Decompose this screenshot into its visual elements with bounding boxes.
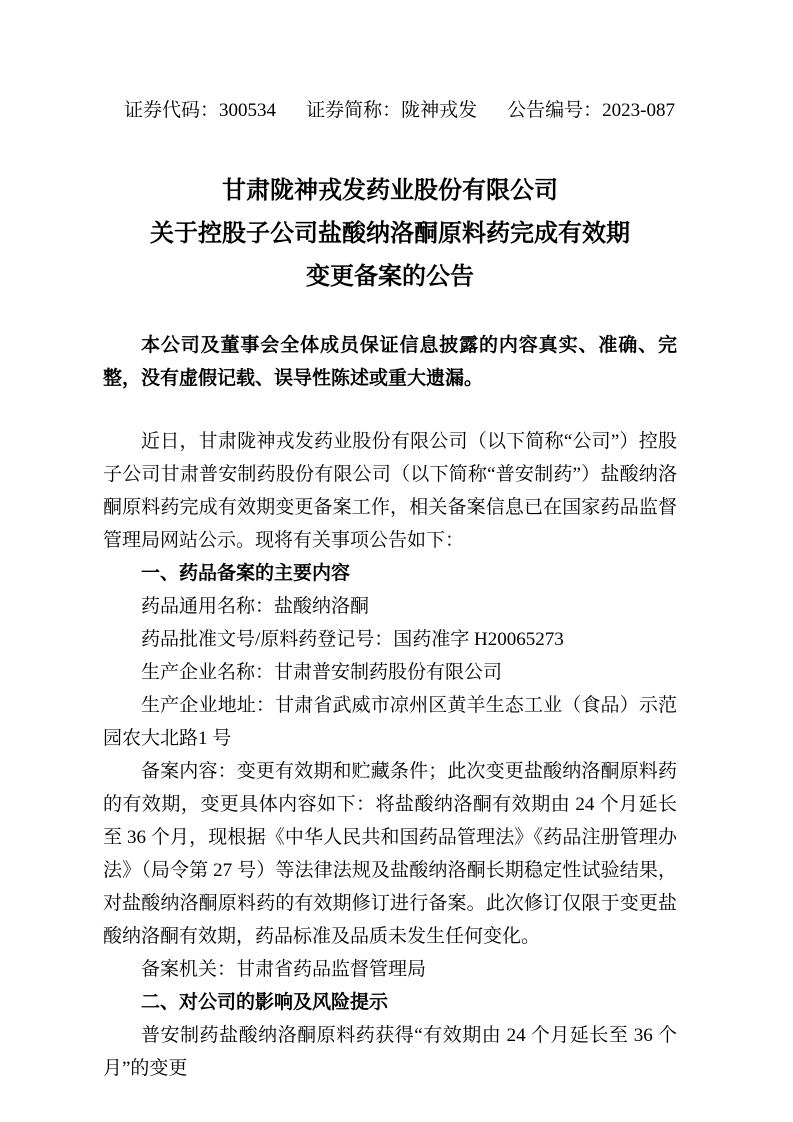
filing-authority: 备案机关：甘肃省药品监督管理局 bbox=[141, 959, 427, 980]
title-line-company: 甘肃陇神戎发药业股份有限公司 bbox=[222, 177, 558, 204]
disclaimer-paragraph: 本公司及董事会全体成员保证信息披露的内容真实、准确、完整，没有虚假记载、误导性陈述或重大遗漏。 bbox=[103, 335, 677, 389]
document-header bbox=[103, 99, 677, 123]
announcement-number: 公告编号：2023-087 bbox=[507, 100, 675, 121]
title-line-type: 变更备案的公告 bbox=[306, 263, 474, 290]
manufacturer-name: 生产企业名称：甘肃普安制药股份有限公司 bbox=[141, 662, 503, 683]
stock-short-name: 证券简称：陇神戎发 bbox=[306, 100, 478, 121]
drug-approval-number: 药品批准文号/原料药登记号：国药准字 H20065273 bbox=[141, 629, 564, 650]
section-1-heading: 一、药品备案的主要内容 bbox=[141, 563, 351, 584]
filing-content: 备案内容：变更有效期和贮藏条件；此次变更盐酸纳洛酮原料药的有效期，变更具体内容如下：将盐酸纳洛酮有效期由 24 个月延长至 36 个月，现根据《中华人民共和国药品管理法》《药品注册管理办法》（局令第 27 号）等法律法规及盐酸纳洛酮长期稳定性试验结果，对盐酸纳洛酮原料药的有效期修订进行备案。此次修订仅限于变更盐酸纳洛酮有效期，药品标准及品质未发生任何变化。 bbox=[103, 761, 677, 947]
manufacturer-address: 生产企业地址：甘肃省武威市凉州区黄羊生态工业（食品）示范园农大北路1 号 bbox=[103, 695, 677, 749]
section-2-heading: 二、对公司的影响及风险提示 bbox=[141, 992, 389, 1013]
document-title bbox=[103, 169, 677, 298]
section-2-body: 普安制药盐酸纳洛酮原料药获得“有效期由 24 个月延长至 36 个月”的变更 bbox=[103, 1025, 677, 1079]
drug-generic-name: 药品通用名称：盐酸纳洛酮 bbox=[141, 596, 370, 617]
title-line-subject: 关于控股子公司盐酸纳洛酮原料药完成有效期 bbox=[150, 220, 630, 247]
stock-code: 证券代码：300534 bbox=[124, 100, 277, 121]
page-content bbox=[103, 0, 677, 1085]
intro-paragraph: 近日，甘肃陇神戎发药业股份有限公司（以下简称“公司”）控股子公司甘肃普安制药股份有限公司（以下简称“普安制药”）盐酸纳洛酮原料药完成有效期变更备案工作，相关备案信息已在国家药品监督管理局网站公示。现将有关事项公告如下： bbox=[103, 431, 677, 551]
